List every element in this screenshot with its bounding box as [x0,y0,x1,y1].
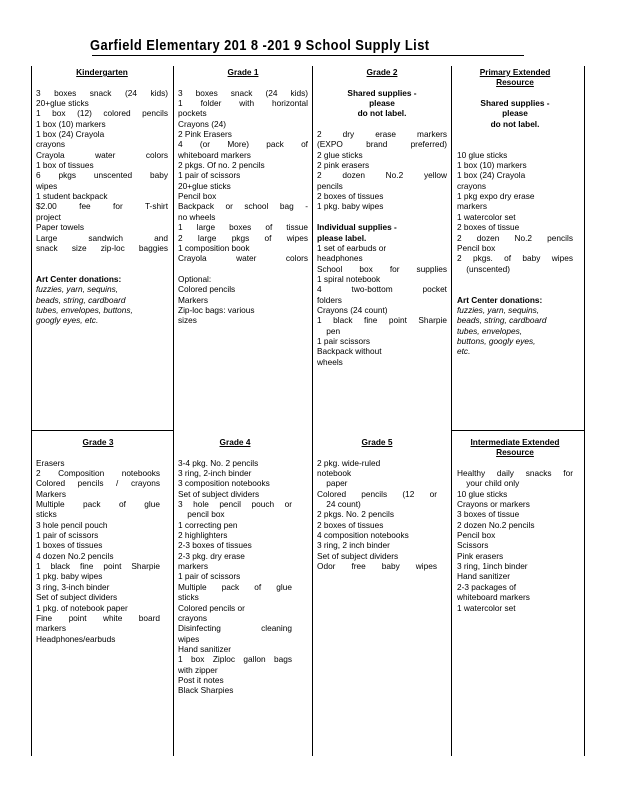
supply-item: buttons, googly eyes, [457,335,536,346]
supply-item [317,447,437,457]
supply-item: pencil box [178,509,225,520]
grade5-column [317,437,437,571]
supply-item: tubes, envelopes, buttons, [36,304,133,315]
column-divider [584,66,585,756]
supply-item: 1 set of earbuds or [317,242,387,253]
supply-item [457,129,573,139]
supply-item: project [36,211,61,222]
supply-item: Colored pencils or [178,602,245,613]
supply-item: pen [317,325,341,336]
supply-item: 1 boxes of tissues [36,540,103,551]
supply-item: 1 black fine point Sharpie [36,561,160,572]
supply-item: 1 pkg. baby wipes [317,201,384,212]
supply-item: markers [178,561,208,572]
supply-item: fuzzies, yarn, sequins, [36,284,119,295]
supply-item: Crayons (24 count) [317,304,388,315]
section-heading: Primary Extended [479,67,551,77]
supply-item: your child only [457,478,520,489]
supply-item: 2 dozen No.2 pencils [457,519,535,530]
supply-item: 2 Composition notebooks [36,468,160,479]
supply-item: Headphones/earbuds [36,633,116,644]
supply-item: Colored pencils (12 or [317,488,437,499]
grade2-column [317,67,447,367]
primary-extended-column [457,67,573,357]
supply-item: headphones [317,253,363,264]
supply-item: 3 composition notebooks [178,478,270,489]
supply-item: Odor free baby wipes [317,561,437,572]
supply-item: markers [457,201,487,212]
supply-item: (unscented) [457,263,511,274]
supply-item: School box for supplies [317,263,447,274]
supply-item: 2-3 pkg. dry erase [178,550,245,561]
section-heading: Grade 1 [227,67,259,77]
supply-item: 1 student backpack [36,191,108,202]
supply-item: tubes, envelopes, [457,325,523,336]
supply-item: etc. [457,346,471,357]
supply-item: 1 spiral notebook [317,273,381,284]
supply-item: $2.00 fee for T-shirt [36,201,168,212]
supply-item: 4 dozen No.2 pencils [36,550,114,561]
supply-item: 1 box (12) colored pencils [36,108,168,119]
supply-item: 4 (or More) pack of [178,139,308,150]
supply-item: beads, string, cardboard [457,315,547,326]
supply-item: Hand sanitizer [178,643,232,654]
supply-item: 3 ring, 3-inch binder [36,581,110,592]
section-heading: Grade 5 [361,437,393,447]
supply-item: 2 dry erase markers [317,129,447,140]
supply-item: please label. [317,232,367,243]
supply-item: 3 ring, 2 inch binder [317,540,390,551]
section-heading: Grade 2 [366,67,398,77]
supply-item: 3 boxes snack (24 kids) [178,87,308,98]
supply-item: Healthy daily snacks for [457,468,573,479]
supply-item: 2 pkgs. of baby wipes [457,253,573,264]
supply-item: please [369,98,395,109]
section-heading: Kindergarten [76,67,128,77]
supply-item: googly eyes, etc. [36,315,99,326]
supply-item [457,139,573,149]
supply-item: 20+glue sticks [178,180,231,191]
title-underline [92,55,524,56]
supply-item: 2 boxes of tissues [317,519,384,530]
supply-item: 1 composition book [178,242,250,253]
supply-item: 1 correcting pen [178,519,238,530]
supply-item: 1 pair of scissors [178,170,241,181]
section-heading: Resource [496,447,534,458]
supply-item: 4 composition notebooks [317,530,409,541]
supply-item: 3 boxes snack (24 kids) [36,87,168,98]
supply-item [178,447,292,457]
supply-item: 1 black fine point Sharpie [317,315,447,326]
supply-item: (EXPO brand preferred) [317,139,447,150]
supply-item: sizes [178,315,197,326]
supply-item: Post it notes [178,674,224,685]
supply-item [36,264,168,274]
supply-item: 10 glue sticks [457,149,508,160]
supply-item: Crayola water colors [178,253,308,264]
supply-item: 1 box (10) markers [36,118,106,129]
column-divider [173,66,174,756]
supply-item: Colored pencils / crayons [36,478,160,489]
supply-item: 10 glue sticks [457,488,508,499]
supply-item: folders [317,294,342,305]
supply-item: 2 boxes of tissue [457,222,520,233]
supply-item: Individual supplies - [317,222,397,233]
supply-item: with zipper [178,664,218,675]
supply-item [317,77,447,87]
supply-item: Fine point white board [36,612,160,623]
supply-item: Art Center donations: [36,273,122,284]
supply-item [178,264,308,274]
supply-item: 3 hole pencil pouch or [178,499,292,510]
supply-item: 2 pkgs. Of no. 2 pencils [178,160,265,171]
supply-item: Set of subject dividers [36,592,118,603]
supply-item: 2-3 packages of [457,581,517,592]
supply-item: 1 pkg expo dry erase [457,191,535,202]
supply-item: Pencil box [457,242,496,253]
supply-item [317,119,447,129]
supply-item: 1 box Ziploc gallon bags [178,654,292,665]
supply-item: Set of subject dividers [178,488,260,499]
supply-item: 2 Pink Erasers [178,129,232,140]
section-heading: Grade 3 [82,437,114,447]
supply-item: 4 two-bottom pocket [317,284,447,295]
supply-item: 3 ring, 2-inch binder [178,468,252,479]
supply-item [457,88,573,98]
grade3-column [36,437,160,644]
supply-item: 1 watercolor set [457,602,516,613]
supply-item: 2 highlighters [178,530,228,541]
supply-item: whiteboard markers [457,592,530,603]
supply-item: Backpack or school bag - [178,201,308,212]
supply-item: Markers [178,294,208,305]
supply-item: crayons [178,612,208,623]
supply-item: 1 large boxes of tissue [178,222,308,233]
section-heading: Intermediate Extended [470,437,560,447]
column-divider [312,66,313,756]
intermediate-extended-column [457,437,573,613]
supply-item: wipes [178,633,200,644]
supply-item: Multiple pack of glue [36,499,160,510]
supply-item: 2-3 boxes of tissues [178,540,252,551]
supply-item: 3-4 pkg. No. 2 pencils [178,457,259,468]
supply-item: 3 hole pencil pouch [36,519,108,530]
supply-item: 2 pink erasers [317,160,370,171]
supply-item: 6 pkgs unscented baby [36,170,168,181]
supply-item: 24 count) [317,499,361,510]
supply-item [178,77,308,87]
supply-item [457,458,573,468]
supply-item: 1 pkg. baby wipes [36,571,103,582]
supply-item: 1 pair of scissors [178,571,241,582]
supply-item: snack size zip-loc baggies [36,242,168,253]
supply-item: wheels [317,356,343,367]
supply-item: 1 box (24) Crayola [457,170,526,181]
supply-item: crayons [457,180,487,191]
supply-item: Crayons (24) [178,118,226,129]
supply-item: no wheels [178,211,216,222]
supply-item: 1 pair of scissors [36,530,99,541]
supply-item: Shared supplies - [480,98,550,109]
page-title: Garfield Elementary 201 8 -201 9 School Supply List [90,37,430,54]
supply-item: 2 pkg. wide-ruled [317,457,381,468]
supply-item: Set of subject dividers [317,550,399,561]
supply-item: Crayola water colors [36,149,168,160]
supply-item: Scissors [457,540,489,551]
supply-item: Colored pencils [178,284,236,295]
supply-item: markers [36,623,66,634]
supply-item: pockets [178,108,207,119]
supply-item: pencils [317,180,343,191]
supply-item: 2 glue sticks [317,149,363,160]
supply-item: 1 pkg. of notebook paper [36,602,128,613]
supply-item: Optional: [178,273,212,284]
row-divider [451,430,584,431]
supply-item: notebook [317,468,352,479]
supply-item: Paper towels [36,222,84,233]
supply-item: 20+glue sticks [36,98,89,109]
supply-item: 2 pkgs. No. 2 pencils [317,509,395,520]
supply-item: Disinfecting cleaning [178,623,292,634]
supply-item: 1 folder with horizontal [178,98,308,109]
supply-item [457,284,573,294]
column-divider [31,66,32,756]
supply-item: fuzzies, yarn, sequins, [457,304,540,315]
supply-item: beads, string, cardboard [36,294,126,305]
supply-item: 3 boxes of tissue [457,509,520,520]
supply-item: 3 ring, 1inch binder [457,561,528,572]
supply-item: Hand sanitizer [457,571,511,582]
supply-item: wipes [36,180,58,191]
supply-item: sticks [178,592,199,603]
supply-item: Pink erasers [457,550,504,561]
supply-item [317,212,447,222]
supply-item: Crayons or markers [457,499,530,510]
supply-item: Erasers [36,457,65,468]
supply-item: 2 dozen No.2 yellow [317,170,447,181]
column-divider [451,66,452,756]
supply-item [36,77,168,87]
supply-item: Multiple pack of glue [178,581,292,592]
supply-item: 1 box of tissues [36,160,94,171]
supply-item: Backpack without [317,346,382,357]
grade4-column [178,437,292,696]
section-heading: Grade 4 [219,437,251,447]
supply-item [457,274,573,284]
supply-item: please [502,108,528,119]
section-heading: Resource [496,77,534,88]
kindergarten-column [36,67,168,326]
supply-item: Large sandwich and [36,232,168,243]
supply-item: Markers [36,488,66,499]
supply-item: 1 pair scissors [317,335,371,346]
supply-item: Shared supplies - [347,87,417,98]
supply-item: 1 box (10) markers [457,160,527,171]
supply-item: Art Center donations: [457,294,543,305]
supply-item: Black Sharpies [178,685,234,696]
supply-item: Pencil box [457,530,496,541]
supply-item: 1 watercolor set [457,211,516,222]
supply-item: crayons [36,139,66,150]
supply-item: 1 box (24) Crayola [36,129,105,140]
supply-item: 2 boxes of tissues [317,191,384,202]
supply-item: do not label. [490,118,540,129]
supply-item: sticks [36,509,57,520]
supply-item: 2 dozen No.2 pencils [457,232,573,243]
supply-item: paper [317,478,348,489]
supply-item: Zip-loc bags: various [178,304,255,315]
supply-item [36,253,168,263]
supply-item: Pencil box [178,191,217,202]
row-divider [31,430,173,431]
supply-item [36,447,160,457]
supply-item: whiteboard markers [178,149,251,160]
supply-item: do not label. [357,108,407,119]
grade1-column [178,67,308,326]
supply-item: 2 large pkgs of wipes [178,232,308,243]
